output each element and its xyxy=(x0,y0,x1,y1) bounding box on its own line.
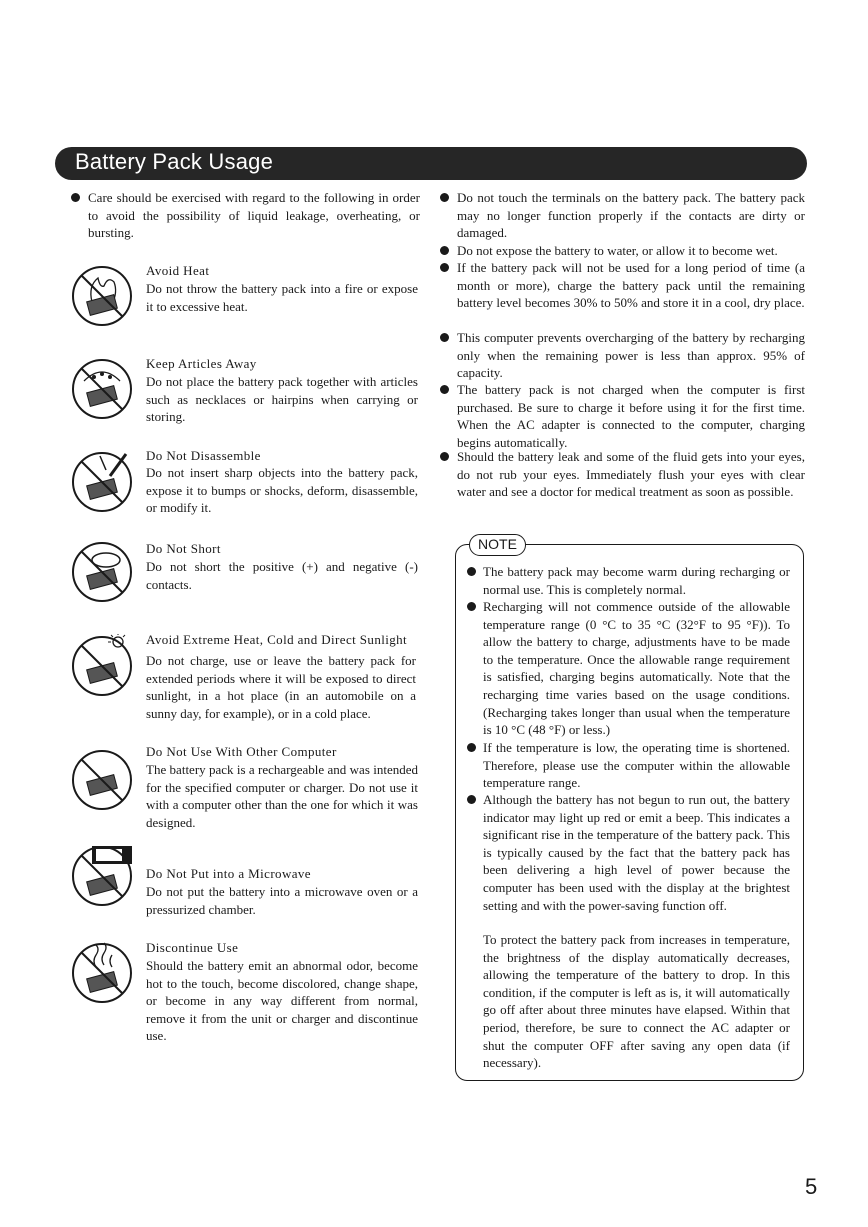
hazard-title: Do Not Put into a Microwave xyxy=(146,866,311,881)
no-sunlight-icon xyxy=(70,634,134,698)
no-other-computer-icon xyxy=(70,748,134,812)
note-item: If the temperature is low, the operating time is shortened. Therefore, please use the computer within the allowable temperature range. xyxy=(483,740,790,791)
hazard-description: Do not throw the battery pack into a fire or expose it to excessive heat. xyxy=(146,281,418,314)
note-item: Recharging will not commence outside of the allowable temperature range (0 °C to 35 °C (32°F to 95 °F)). To allow the battery to charge, adjustments have to be made to the temperature. Once the allowable range requirement is satisfied, charging begins automatically. Note that the recharging time varies based on the usage conditions. (Recharging takes longer than usual when the temperature is 10 °C (48 °F) or less.) xyxy=(483,599,790,738)
bullet-dot xyxy=(71,193,80,202)
hazard-title: Do Not Short xyxy=(146,541,221,556)
right-bullet-text: Do not expose the battery to water, or allow it to become wet. xyxy=(457,243,778,258)
bullet-dot xyxy=(440,385,449,394)
note-item: The battery pack may become warm during recharging or normal use. This is completely normal. xyxy=(483,564,790,597)
right-bullet-text: Should the battery leak and some of the fluid gets into your eyes, do not rub your eyes. Immediately flush your eyes with clear water and see a doctor for medical treatment as soon as possible. xyxy=(457,449,805,500)
discontinue-use-icon xyxy=(70,941,134,1005)
hazard-description: Do not put the battery into a microwave oven or a pressurized chamber. xyxy=(146,884,418,917)
no-microwave-icon xyxy=(70,844,134,908)
no-metal-articles-icon xyxy=(70,357,134,421)
bullet-dot xyxy=(440,333,449,342)
hazard-title: Avoid Heat xyxy=(146,263,210,278)
hazard-description: Do not short the positive (+) and negative (-) contacts. xyxy=(146,559,418,592)
note-continuation: To protect the battery pack from increases in temperature, the brightness of the display automatically decreases, allowing the temperature of the battery to drop. In this condition, if the computer is left as is, it will automatically go off after about three minutes have elapsed. Within that period, therefore, be sure to connect the AC adapter or shut the computer OFF after saving any open data (if necessary). xyxy=(483,932,790,1071)
right-bullet-text: If the battery pack will not be used for a long period of time (a month or more), charge the battery pack until the remaining battery level becomes 30% to 50% and store it in a cool, dry place. xyxy=(457,260,805,311)
hazard-title: Avoid Extreme Heat, Cold and Direct Sunlight xyxy=(146,632,408,647)
no-short-icon xyxy=(70,540,134,604)
no-fire-icon xyxy=(70,264,134,328)
right-bullet-text: This computer prevents overcharging of the battery by recharging only when the remaining power is less than approx. 95% of capacity. xyxy=(457,330,805,381)
section-title: Battery Pack Usage xyxy=(75,149,274,174)
page-number: 5 xyxy=(805,1174,818,1199)
hazard-title: Do Not Disassemble xyxy=(146,448,261,463)
bullet-dot xyxy=(440,193,449,202)
hazard-description: Do not charge, use or leave the battery pack for extended periods where it will be exposed to direct sunlight, in a hot place (in an automobile on a sunny day, for example), or in a cold place. xyxy=(146,653,416,721)
bullet-dot xyxy=(467,795,476,804)
hazard-description: Do not place the battery pack together with articles such as necklaces or hairpins when carrying or storing. xyxy=(146,374,418,425)
bullet-dot xyxy=(467,602,476,611)
bullet-dot xyxy=(440,246,449,255)
intro-text: Care should be exercised with regard to the following in order to avoid the possibility of liquid leakage, overheating, or bursting. xyxy=(88,190,420,241)
hazard-title: Keep Articles Away xyxy=(146,356,257,371)
right-bullet-text: Do not touch the terminals on the battery pack. The battery pack may no longer function properly if the contacts are dirty or damaged. xyxy=(457,190,805,241)
hazard-title: Discontinue Use xyxy=(146,940,239,955)
hazard-description: Do not insert sharp objects into the battery pack, expose it to bumps or shocks, deform, disassemble, or modify it. xyxy=(146,465,418,516)
section-header-bar xyxy=(55,147,807,180)
bullet-dot xyxy=(467,743,476,752)
right-bullet-text: The battery pack is not charged when the computer is first purchased. Be sure to charge it before using it for the first time. When the AC adapter is connected to the computer, charging begins automatically. xyxy=(457,382,805,450)
hazard-description: The battery pack is a rechargeable and was intended for the specified computer or charger. Do not use it with a computer other than the one for which it was designed. xyxy=(146,762,418,830)
note-item: Although the battery has not begun to run out, the battery indicator may light up red or emit a beep. This indicates a significant rise in the temperature of the battery pack. This is typically caused by the fact that the battery pack has been delivering a high level of power because the computer has been used with the display at the brightest setting and with the power-saving function off. xyxy=(483,792,790,913)
bullet-dot xyxy=(440,263,449,272)
hazard-title: Do Not Use With Other Computer xyxy=(146,744,337,759)
bullet-dot xyxy=(467,567,476,576)
bullet-dot xyxy=(440,452,449,461)
no-disassemble-icon xyxy=(70,450,134,514)
hazard-description: Should the battery emit an abnormal odor, become hot to the touch, become discolored, change shape, or become in any way different from normal, remove it from the unit or charger and discontinue use. xyxy=(146,958,418,1044)
note-label: NOTE xyxy=(469,534,526,556)
